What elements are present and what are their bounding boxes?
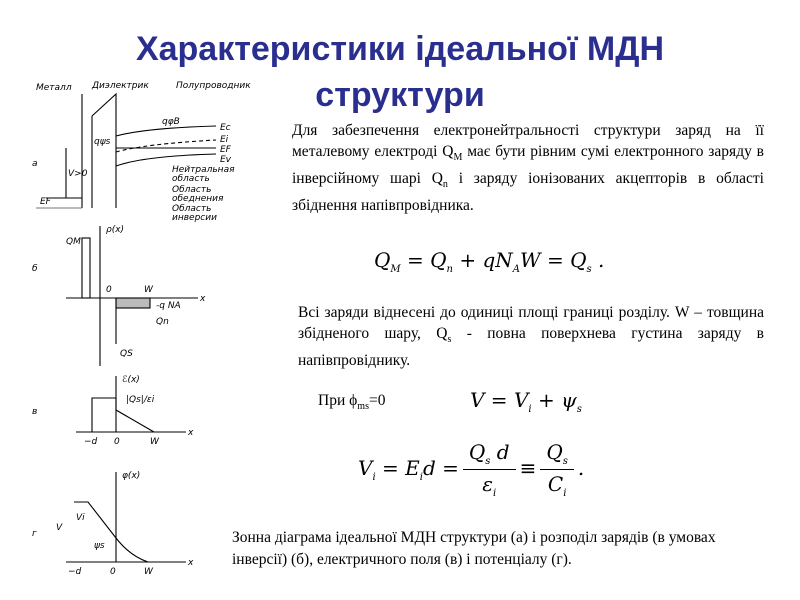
neutral-label-1: Нейтральная: [172, 165, 235, 175]
neg-d-label-c: −d: [84, 437, 98, 447]
eq1-lhs: Q: [374, 248, 391, 272]
eq1-lhs-sub: M: [390, 264, 401, 275]
potential-curve: [116, 538, 148, 562]
p2-sub-1: s: [447, 334, 452, 346]
eq1-rhs-sub: s: [586, 264, 592, 275]
zero-label-c: 0: [114, 437, 120, 447]
eq3-vi: V: [358, 456, 373, 480]
eq2-psi: ψ: [561, 388, 577, 412]
qn-label: Qn: [156, 317, 169, 327]
qna-label: -q NA: [156, 301, 181, 311]
phi-label: φ(x): [122, 471, 141, 481]
ei-label: Ei: [220, 135, 229, 145]
metal-label: Металл: [36, 83, 72, 93]
ec-label: Ec: [220, 123, 231, 133]
region-headers: [36, 81, 251, 93]
eq3-num1: Q: [468, 440, 486, 464]
cond-sub: ms: [357, 401, 369, 413]
eq3-num1-sub: s: [485, 456, 491, 467]
ev-label: Ev: [220, 155, 232, 165]
eq1-t2: qN: [482, 248, 513, 272]
v-label: V>0: [68, 169, 88, 179]
eq3-num1-d: d: [496, 440, 510, 464]
p1-sub-2: n: [442, 179, 448, 191]
eq2-psi-sub: s: [576, 404, 582, 415]
eq3-fraction-2: [540, 440, 574, 499]
rho-label: ρ(x): [106, 225, 125, 235]
qs-label: QS: [120, 349, 133, 359]
eq3-den1-sub: i: [493, 488, 497, 499]
cond-suffix: =0: [368, 392, 386, 409]
x-label-c: x: [188, 428, 194, 438]
eq1-t2-sub: A: [512, 264, 521, 275]
metal-charge-bar: [82, 238, 90, 298]
eq1-rhs: Q: [570, 248, 587, 272]
intrinsic-level-curve: [116, 140, 216, 152]
zero-label-d: 0: [110, 567, 116, 577]
w-label-d: W: [144, 567, 153, 577]
paragraph-neutrality: [292, 120, 764, 216]
x-label-b: x: [200, 294, 206, 304]
field-label: ℰ(x): [122, 375, 140, 385]
eq1-t2b: W: [520, 248, 541, 272]
acceptor-charge-block: [116, 298, 150, 308]
depletion-label-1: Область: [172, 185, 212, 195]
depletion-label-2: обеднения: [172, 194, 224, 204]
dielectric-label: Диэлектрик: [92, 81, 149, 91]
equation-voltage: $V = V_i + \psi_s$: [470, 388, 582, 415]
eq3-den2-sub: i: [563, 488, 567, 499]
p1-text-3: і заряду іонізованих акцепторів в області збіднення напівпровідника.: [292, 170, 764, 215]
field-value-label: |Qs|/εi: [126, 395, 155, 405]
w-label-c: W: [150, 437, 159, 447]
panel-b-tag: б: [32, 264, 38, 274]
eq2-v: V: [470, 388, 485, 412]
ef-label: EF: [220, 145, 231, 155]
conduction-band-curve: [116, 126, 216, 136]
condition-label: [318, 390, 385, 417]
eq3-equiv: ≡: [519, 456, 537, 480]
eq3-den2: C: [547, 472, 564, 496]
panel-a-tag: а: [32, 159, 38, 169]
eq3-den1: ε: [482, 472, 494, 496]
eq3-ei-sub: i: [419, 472, 423, 483]
figure-caption: Зонна діаграма ідеальної МДН структури (а) і розподіл зарядів (в умовах інверсії) (б), електричного поля (в) і потенціалу (г).: [232, 529, 716, 568]
eq1-t1: Q: [430, 248, 447, 272]
eq3-num2: Q: [546, 440, 563, 464]
inversion-label-2: инверсии: [172, 213, 217, 223]
qm-label: QM: [66, 237, 81, 247]
eq3-num2-sub: s: [562, 456, 568, 467]
potential-panel: [32, 471, 194, 577]
p1-text-1: Для забезпечення електронейтральності структури заряд на її металевому електроді Q: [292, 122, 764, 160]
p1-sub-1: М: [453, 152, 463, 164]
v-label-d: V: [56, 523, 63, 533]
q-phi-b-label: qφB: [162, 117, 180, 127]
semiconductor-label: Полупроводник: [176, 81, 251, 91]
p2-text-1: Всі заряди віднесені до одиниці площі границі розділу. W – товщина збідненого шару, Q: [298, 304, 764, 342]
p2-text-2: - повна поверхнева густина заряду в напівпровіднику.: [298, 325, 764, 370]
q-psi-s-label: qψs: [94, 137, 111, 147]
mis-diagram-figure: [26, 76, 276, 596]
eq2-vi-sub: i: [528, 404, 532, 415]
ef-metal-label: EF: [40, 197, 51, 207]
inversion-label-1: Область: [172, 204, 212, 214]
neutral-label-2: область: [172, 174, 210, 184]
charge-panel: [32, 225, 206, 366]
psi-label: ψs: [94, 541, 105, 551]
vi-label-d: Vi: [76, 513, 85, 523]
field-panel: [32, 375, 194, 447]
zero-label-b: 0: [106, 285, 112, 295]
oxide-barrier: [92, 94, 116, 208]
paragraph-charges: [298, 302, 764, 371]
eq3-vi-sub: i: [372, 472, 376, 483]
eq3-d: d: [422, 456, 436, 480]
cond-phi: ϕ: [349, 392, 358, 409]
neg-d-label-d: −d: [68, 567, 82, 577]
equation-charge-balance: $Q_M = Q_n + qN_AW = Q_s$ .: [374, 248, 605, 275]
eq1-t1-sub: n: [446, 264, 453, 275]
eq3-fraction-1: [463, 440, 516, 499]
cond-prefix: При: [318, 392, 350, 409]
title-line-2: структури: [315, 76, 485, 114]
panel-d-tag: г: [32, 529, 37, 539]
x-label-d: x: [188, 558, 194, 568]
eq3-ei: E: [405, 456, 420, 480]
p1-text-2: має бути рівним сумі електронного заряду в інверсійному шарі Q: [292, 143, 765, 188]
title-line-1: Характеристики ідеальної МДН: [135, 30, 665, 68]
panel-c-tag: в: [32, 407, 38, 417]
w-label-b: W: [144, 285, 153, 295]
equation-oxide-voltage: $V_i = E_id$ = $\frac{Q_s d}{\varepsilon_i}$ ≡ $\frac{Q_s}{C_i}$ .: [358, 440, 585, 499]
eq2-vi: V: [513, 388, 529, 412]
